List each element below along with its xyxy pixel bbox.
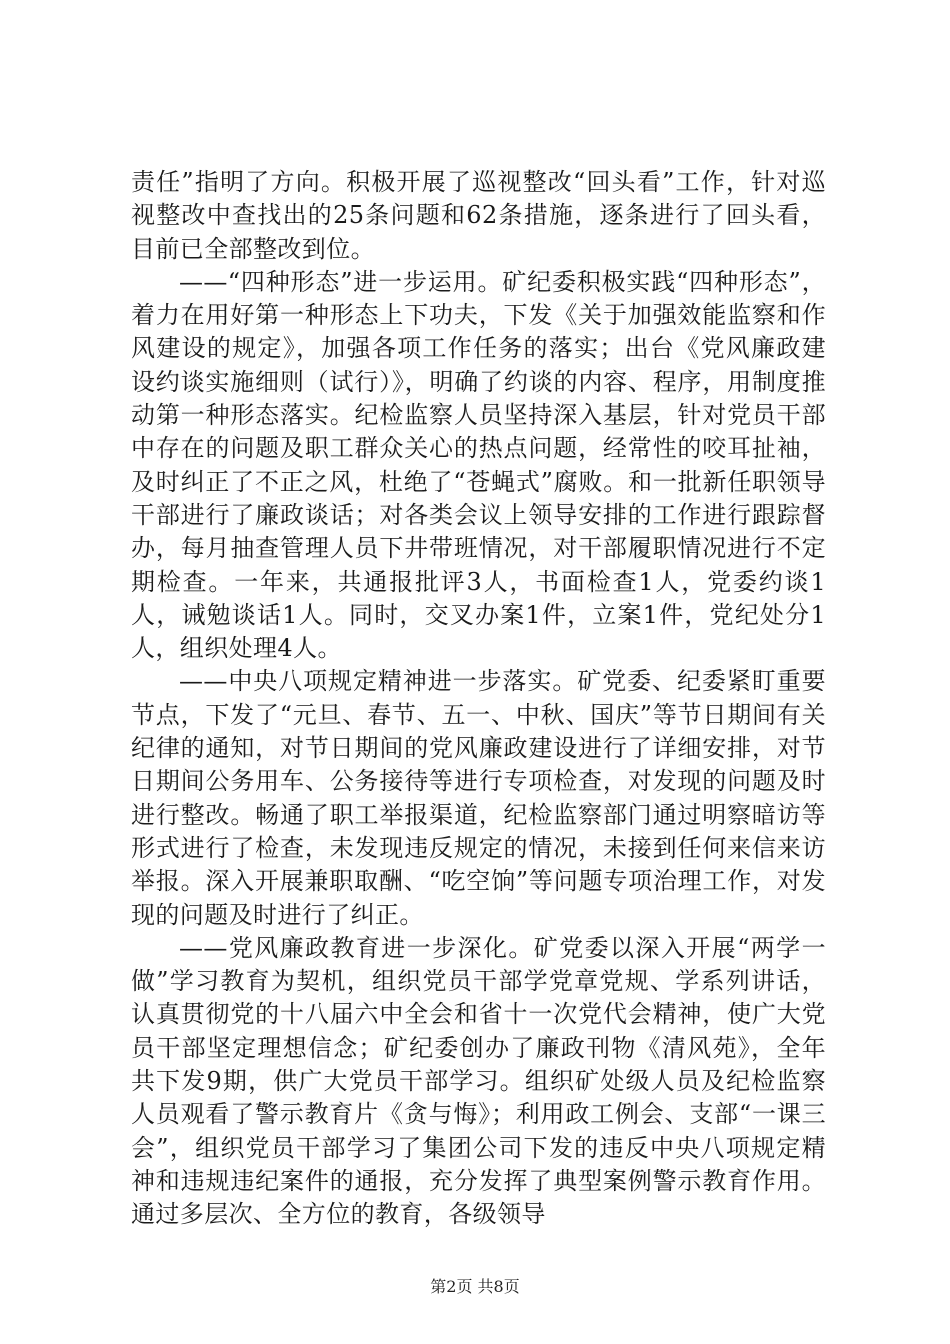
paragraph-four-forms: ——“四种形态”进一步运用。矿纪委积极实践“四种形态”，着力在用好第一种形态上下功夫，下发《关于加强效能监察和作风建设的规定》，加强各项工作任务的落实；出台《党风廉政建设约谈实施细则（试行）》，明确了约谈的内容、程序，用制度推动第一种形态落实。纪检监察人员坚持深入基层，针对党员干部中存在的问题及职工群众关心的热点问题，经常性的咬耳扯袖，及时纠正了不正之风，杜绝了“苍蝇式”腐败。和一批新任职领导干部进行了廉政谈话；对各类会议上领导安排的工作进行跟踪督办，每月抽查管理人员下井带班情况，对干部履职情况进行不定期检查。一年来，共通报批评3人，书面检查1人，党委约谈1人，诫勉谈话1人。同时，交叉办案1件，立案1件，党纪处分1人，组织处理4人。 [131,267,826,663]
page-footer: 第2页 共8页 [430,1277,520,1296]
paragraph-eight-rules: ——中央八项规定精神进一步落实。矿党委、纪委紧盯重要节点，下发了“元旦、春节、五一、中秋、国庆”等节日期间有关纪律的通知，对节日期间的党风廉政建设进行了详细安排，对节日期间公务用车、公务接待等进行专项检查，对发现的问题及时进行整改。畅通了职工举报渠道，纪检监察部门通过明察暗访等形式进行了检查，未发现违反规定的情况，未接到任何来信来访举报。深入开展兼职取酬、“吃空饷”等问题专项治理工作，对发现的问题及时进行了纠正。 [131,667,826,929]
paragraph-continuation: 责任”指明了方向。积极开展了巡视整改“回头看”工作，针对巡视整改中查找出的25条问题和62条措施，逐条进行了回头看，目前已全部整改到位。 [131,168,826,263]
paragraph-integrity-education: ——党风廉政教育进一步深化。矿党委以深入开展“两学一做”学习教育为契机，组织党员干部学党章党规、学系列讲话，认真贯彻党的十八届六中全会和省十一次党代会精神，使广大党员干部坚定理想信念；矿纪委创办了廉政刊物《清风苑》，全年共下发9期，供广大党员干部学习。组织矿处级人员及纪检监察人员观看了警示教育片《贪与悔》；利用政工例会、支部“一课三会”，组织党员干部学习了集团公司下发的违反中央八项规定精神和违规违纪案件的通报，充分发挥了典型案例警示教育作用。通过多层次、全方位的教育，各级领导 [131,933,826,1229]
document-body [131,166,826,1232]
